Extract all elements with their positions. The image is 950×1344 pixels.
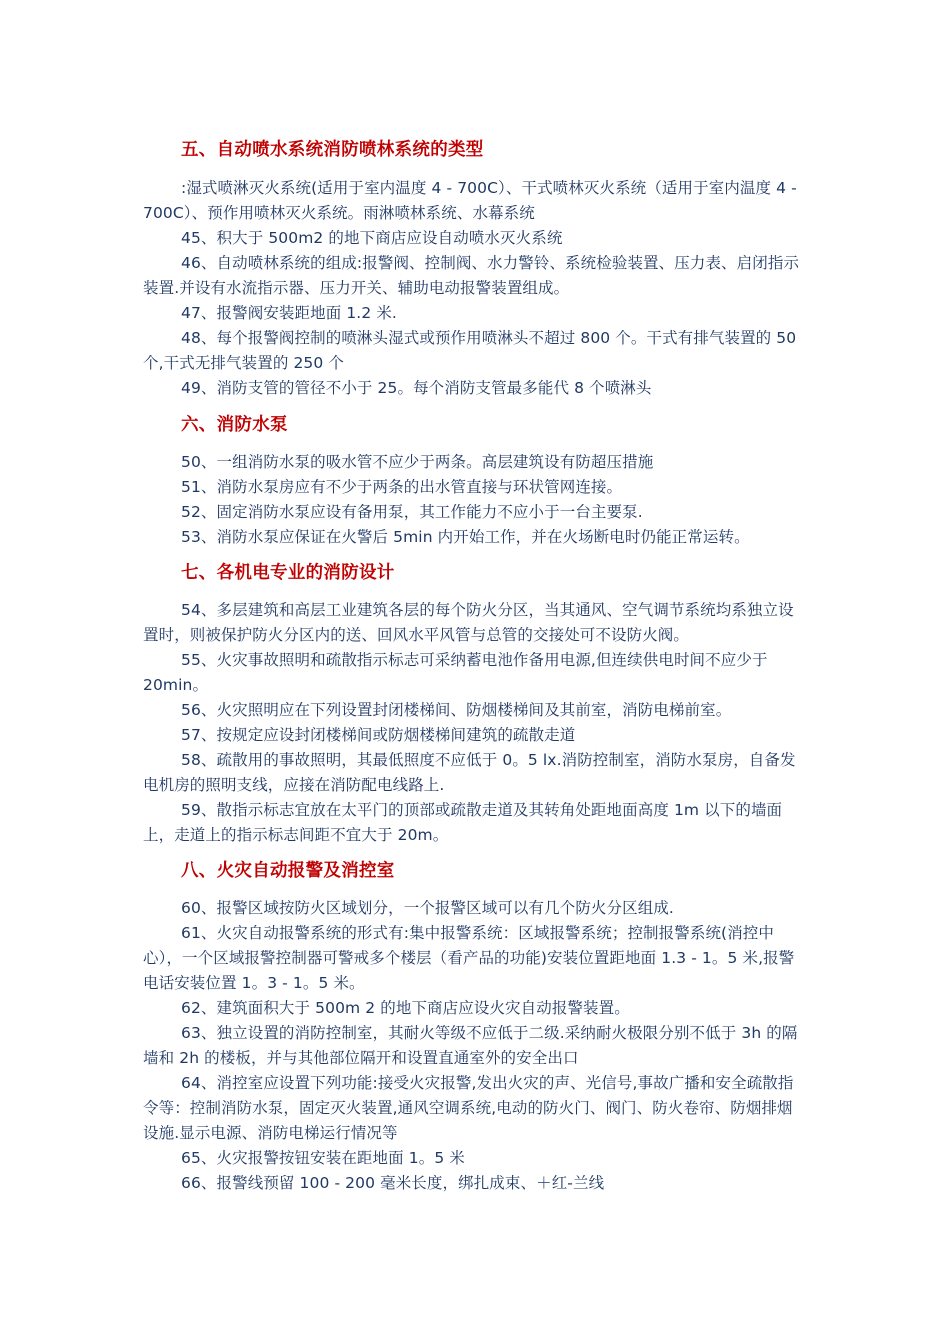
paragraph: 60、报警区域按防火区域划分，一个报警区域可以有几个防火分区组成. [181, 899, 674, 917]
paragraph: :湿式喷淋灭火系统(适用于室内温度 4 - 700C）、干式喷林灭火系统（适用于室内温度 4 - 700C）、预作用喷林灭火系统。雨淋喷林系统、水幕系统 [143, 179, 797, 222]
paragraph: 56、火灾照明应在下列设置封闭楼梯间、防烟楼梯间及其前室，消防电梯前室。 [181, 701, 732, 719]
paragraph: 54、多层建筑和高层工业建筑各层的每个防火分区，当其通风、空气调节系统均系独立设置时，则被保护防火分区内的送、回风水平风管与总管的交接处可不设防火阀。 [143, 601, 794, 644]
paragraph: 66、报警线预留 100 - 200 毫米长度，绑扎成束、＋红-兰线 [181, 1174, 605, 1192]
paragraph: 62、建筑面积大于 500m 2 的地下商店应设火灾自动报警装置。 [181, 999, 630, 1017]
document-page [143, 134, 807, 1196]
paragraph: 59、散指示标志宜放在太平门的顶部或疏散走道及其转角处距地面高度 1m 以下的墙面上，走道上的指示标志间距不宜大于 20m。 [143, 801, 783, 844]
paragraph: 51、消防水泵房应有不少于两条的出水管直接与环状管网连接。 [181, 478, 623, 496]
section-fire-alarm-control-room [143, 859, 807, 1196]
paragraph: 53、消防水泵应保证在火警后 5min 内开始工作，并在火场断电时仍能正常运转。 [181, 528, 750, 546]
paragraph: 55、火灾事故照明和疏散指示标志可采纳蓄电池作备用电源,但连续供电时间不应少于 20min。 [143, 651, 768, 694]
section-mep-fire-design [143, 561, 807, 848]
paragraph: 46、自动喷林系统的组成:报警阀、控制阀、水力警铃、系统检验装置、压力表、启闭指示装置.并设有水流指示器、压力开关、辅助电动报警装置组成。 [143, 254, 800, 297]
paragraph: 64、消控室应设置下列功能:接受火灾报警,发出火灾的声、光信号,事故广播和安全疏散指令等：控制消防水泵，固定灭火装置,通风空调系统,电动的防火门、阀门、防火卷帘、防烟排烟设施.显示电源、消防电梯运行情况等 [143, 1074, 794, 1142]
paragraph: 48、每个报警阀控制的喷淋头湿式或预作用喷淋头不超过 800 个。干式有排气装置的 50 个,干式无排气装置的 250 个 [143, 329, 797, 372]
section-heading: 七、各机电专业的消防设计 [181, 563, 395, 583]
section-heading: 五、自动喷水系统消防喷林系统的类型 [181, 140, 484, 160]
paragraph: 47、报警阀安装距地面 1.2 米. [181, 304, 397, 322]
section-heading: 六、消防水泵 [181, 415, 288, 435]
paragraph: 58、疏散用的事故照明，其最低照度不应低于 0。5 lx.消防控制室，消防水泵房，自备发电机房的照明支线，应接在消防配电线路上. [143, 751, 796, 794]
section-fire-pumps [143, 413, 807, 550]
section-heading: 八、火灾自动报警及消控室 [181, 861, 395, 881]
paragraph: 45、积大于 500m2 的地下商店应设自动喷水灭火系统 [181, 229, 563, 247]
paragraph: 61、火灾自动报警系统的形式有:集中报警系统：区域报警系统；控制报警系统(消控中心），一个区域报警控制器可警戒多个楼层（看产品的功能)安装位置距地面 1.3 - 1。5 米,报警电话安装位置 1。3 - 1。5 米。 [143, 924, 795, 992]
paragraph: 52、固定消防水泵应设有备用泵，其工作能力不应小于一台主要泵. [181, 503, 643, 521]
paragraph: 65、火灾报警按钮安装在距地面 1。5 米 [181, 1149, 465, 1167]
paragraph: 63、独立设置的消防控制室，其耐火等级不应低于二级.采纳耐火极限分别不低于 3h 的隔墙和 2h 的楼板，并与其他部位隔开和设置直通室外的安全出口 [143, 1024, 798, 1067]
section-sprinkler-types [143, 138, 807, 401]
paragraph: 50、一组消防水泵的吸水管不应少于两条。高层建筑设有防超压措施 [181, 453, 654, 471]
paragraph: 49、消防支管的管径不小于 25。每个消防支管最多能代 8 个喷淋头 [181, 379, 652, 397]
paragraph: 57、按规定应设封闭楼梯间或防烟楼梯间建筑的疏散走道 [181, 726, 576, 744]
